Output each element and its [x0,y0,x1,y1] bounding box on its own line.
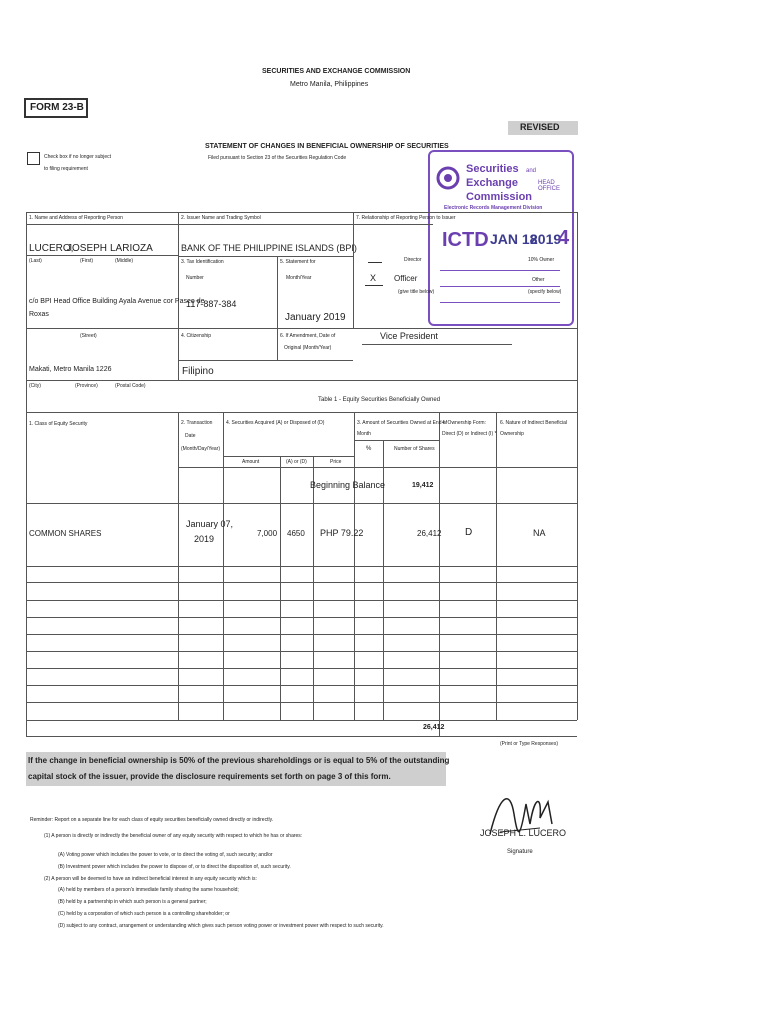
grid-line [26,224,353,225]
box6-sub: Original (Month/Year) [284,345,332,351]
row-form: D [465,527,473,538]
disclosure-notice [26,752,450,786]
reporting-last-name[interactable]: LUCERO, [29,243,74,254]
other-label: Other [532,277,545,283]
lbl-city: (City) [29,383,41,389]
grid-line [178,328,577,329]
grid-line [354,440,439,441]
grid-line [26,651,577,652]
grid-line [26,600,577,601]
total-shares: 26,412 [423,724,445,731]
grid-line [178,380,577,381]
table-footnote: (Print or Type Responses) [500,741,558,747]
reminder-1: (1) A person is directly or indirectly the beneficial owner of any equity security with respect to which he has or shares: [44,833,303,839]
grid-line [26,736,577,737]
reporting-first-name[interactable]: JOSEPH [67,243,108,254]
signatory-name: JOSEPH L. LUCERO [480,828,567,838]
grid-line [26,720,577,721]
grid-line [178,212,179,380]
grid-line [26,582,577,583]
grid-line [26,212,577,213]
tax-id[interactable]: 117-887-384 [186,299,237,309]
lbl-middle: (Middle) [115,258,134,264]
grid-line [26,566,577,567]
stamp-exchange: Exchange [466,177,518,189]
notice-line-1: If the change in beneficial ownership is 50% of the previous shareholdings or is equal to 5% of the outstanding [28,756,450,765]
other-sub: (specify below) [528,289,562,295]
form-label: FORM 23-B [30,102,84,113]
box5-sub: Month/Year [286,275,312,281]
lbl-street: (Street) [80,333,97,339]
stamp-line-1 [440,270,560,271]
reminder-6: (B) held by a partnership in which such person is a general partner; [58,899,207,905]
th-price: Price [330,459,342,465]
grid-line [26,668,577,669]
officer-mark[interactable]: X [370,273,377,283]
grid-line [26,617,577,618]
stamp-line-2 [440,286,560,287]
checkbox-label-2: to filing requirement [44,166,88,172]
statement-month[interactable]: January 2019 [285,312,346,323]
th-date-1: 2. Transaction [181,420,213,426]
officer-title[interactable]: Vice President [380,331,438,341]
officer-label: Officer [394,274,418,283]
reporting-street-2[interactable]: Roxas [29,311,49,318]
reminder-0: Reminder: Report on a separate line for each class of equity securities beneficially owned directly or indirectly. [30,817,274,823]
grid-line [178,467,577,468]
th-form-2: Direct (D) or Indirect (I) * [442,431,497,437]
grid-line [178,360,353,361]
box5-label: 5. Statement for [280,259,316,265]
statement-subtitle: Filed pursuant to Section 23 of the Securities Regulation Code [208,155,347,161]
grid-line [223,456,354,457]
grid-line [26,255,178,256]
th-class: 1. Class of Equity Security [29,421,88,427]
th-acquired: 4. Securities Acquired (A) or Disposed of (D) [226,420,325,426]
box7-label: 7. Relationship of Reporting Person to Issuer [356,215,456,221]
grid-line [26,685,577,686]
issuer-name[interactable]: BANK OF THE PHILIPPINE ISLANDS (BPI) [181,243,357,253]
box4-label: 4. Citizenship [181,333,212,339]
th-num-shares: Number of Shares [394,446,435,452]
th-pct: % [366,446,372,452]
th-ad: (A) or (D) [286,459,307,465]
row-price: PHP 79.22 [320,528,364,538]
reminder-5: (A) held by members of a person's immediate family sharing the same household; [58,887,239,893]
lbl-first: (First) [80,258,94,264]
table-title: Table 1 - Equity Securities Beneficially Owned [318,397,441,403]
reminder-2: (A) Voting power which includes the power to vote, or to direct the voting of, such security; and/or [58,852,273,858]
lbl-province: (Province) [75,383,98,389]
reporting-street-1[interactable]: c/o BPI Head Office Building Ayala Avenue cor Paseo de [29,298,205,305]
beginning-balance-value: 19,412 [412,482,434,489]
grid-line [26,503,577,504]
stamp-securities: Securities [466,163,519,175]
agency-title: SECURITIES AND EXCHANGE COMMISSION [262,68,411,75]
stamp-and: and [526,168,537,174]
sec-received-stamp [428,150,574,326]
row-date-1: January 07, [186,519,234,529]
th-nature-2: Ownership [500,431,524,437]
reporting-city[interactable]: Makati, Metro Manila 1226 [29,366,112,373]
grid-line [26,412,577,413]
stamp-prefix: ICTD [442,229,489,251]
grid-line [26,380,178,381]
grid-line [353,212,354,328]
officer-checkline [365,285,383,286]
revised-badge [508,121,578,135]
reporting-middle-name[interactable]: LARIOZA [110,243,153,254]
title-underline [362,344,512,345]
box1-label: 1. Name and Address of Reporting Person [29,215,123,221]
director-label: Director [404,257,422,263]
lbl-last: (Last) [29,258,42,264]
box2-label: 2. Issuer Name and Trading Symbol [181,215,261,221]
grid-line [178,256,353,257]
th-owned-2: Month [357,431,371,437]
th-nature-1: 6. Nature of Indirect Beneficial [500,420,567,426]
stamp-year: 2019 [530,231,562,247]
citizenship[interactable]: Filipino [182,366,214,377]
th-amount: Amount [242,459,260,465]
reminder-7: (C) held by a corporation of which such person is a controlling shareholder; or [58,911,230,917]
th-date-3: (Month/Day/Year) [181,446,220,452]
reminder-4: (2) A person will be deemed to have an indirect beneficial interest in any equity security which is: [44,876,257,882]
th-form-1: 4. Ownership Form: [442,420,486,426]
checkbox-label-1: Check box if no longer subject [44,154,111,160]
box3-sub: Number [186,275,204,281]
grid-line [280,456,281,720]
notice-line-2: capital stock of the issuer, provide the disclosure requirements set forth on page 3 of this form. [28,772,391,781]
no-longer-subject-checkbox[interactable] [27,152,40,165]
th-date-2: Date [185,433,196,439]
stamp-division: Electronic Records Management Division [444,205,543,211]
row-nature: NA [533,528,546,538]
row-date-2: 2019 [194,534,215,544]
form-label-box [24,98,88,118]
stamp-head-office: HEAD OFFICE [538,180,560,192]
box3-label: 3. Tax Identification [181,259,224,265]
sec-seal-icon [436,164,460,192]
stamp-commission: Commission [466,191,533,203]
box6-label: 6. If Amendment, Date of [280,333,336,339]
row-shares: 26,412 [417,529,442,538]
signature-label: Signature [507,849,533,855]
grid-line [577,212,578,720]
revised-label: REVISED [520,122,560,132]
beginning-balance-label: Beginning Balance [310,480,386,490]
stamp-line-3 [440,302,560,303]
director-checkline[interactable] [368,262,382,263]
grid-line [26,634,577,635]
row-amount: 7,000 [257,529,278,538]
grid-line [26,702,577,703]
grid-line [353,224,433,225]
statement-title: STATEMENT OF CHANGES IN BENEFICIAL OWNERSHIP OF SECURITIES [205,143,449,150]
agency-location: Metro Manila, Philippines [290,81,369,88]
grid-line [26,212,27,412]
stamp-suffix: 4 [558,227,570,249]
grid-line [26,328,178,329]
reminder-8: (D) subject to any contract, arrangement or understanding which gives such person voting power or investment power with respect to such security. [58,923,384,929]
grid-line [313,456,314,720]
reminder-3: (B) Investment power which includes the power to dispose of, or to direct the disposition of, such security. [58,864,291,870]
grid-line [277,256,278,360]
grid-line [26,720,27,736]
row-class: COMMON SHARES [29,529,102,538]
th-owned-1: 3. Amount of Securities Owned at End of [357,420,448,426]
row-ad: 4650 [287,529,305,538]
officer-sub: (give title below) [398,289,435,295]
owner-label: 10% Owner [528,257,555,263]
stamp-date: JAN 18 [490,231,538,247]
lbl-postal: (Postal Code) [115,383,146,389]
